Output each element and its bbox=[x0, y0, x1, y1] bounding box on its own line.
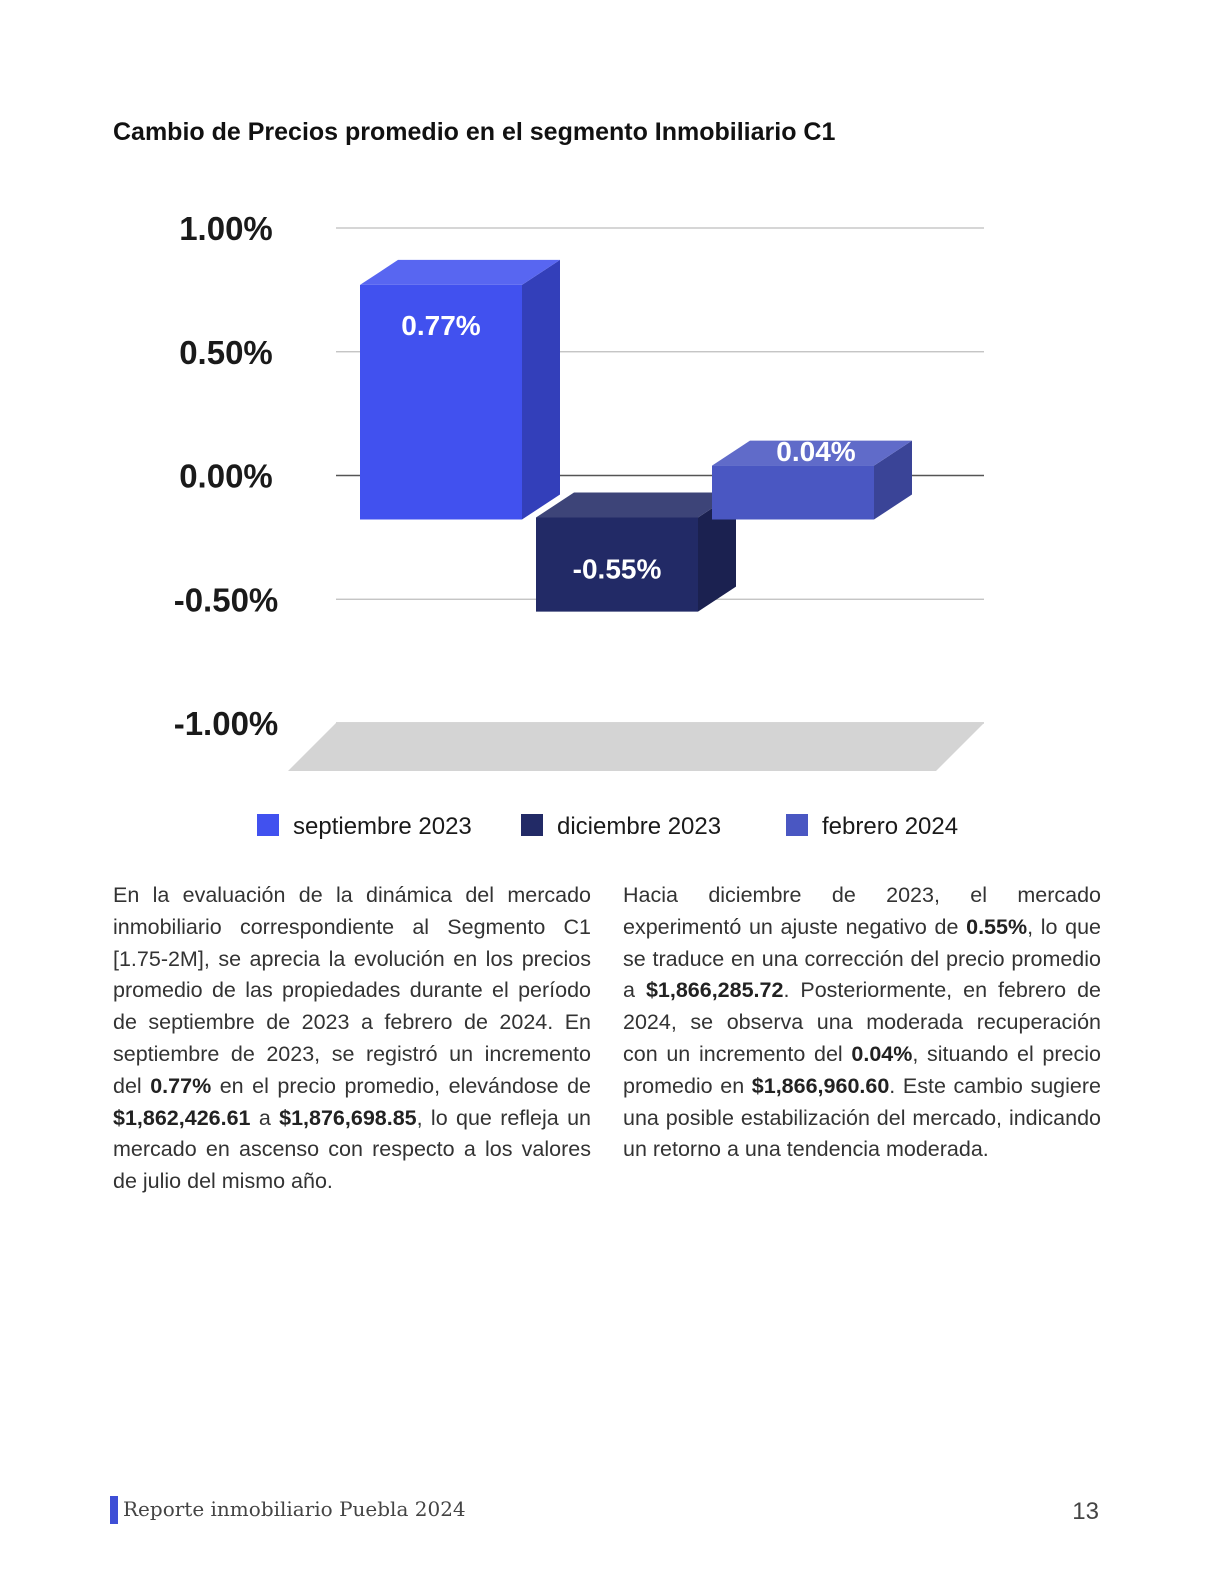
legend-swatch bbox=[521, 814, 543, 836]
legend-label: febrero 2024 bbox=[822, 813, 959, 840]
paragraph-run: . Posteriormente, en febrero de 2024, se observa una moderada recuperación con un incremento del bbox=[623, 978, 1102, 1066]
y-tick-label: 0.50% bbox=[179, 333, 273, 371]
legend-label: diciembre 2023 bbox=[557, 813, 722, 840]
paragraph-run: . Este cambio sugiere una posible estabilización del mercado, indicando un retorno a una tendencia moderada. bbox=[623, 1073, 1101, 1162]
paragraph-run: En la evaluación de la dinámica del mercado inmobiliario correspondiente al Segmento C1 [1.75-2M], se aprecia la evolución en los precios promedio de las propiedades durante el período de septiembre de 2023 a febrero de 2024. En septiembre de 2023, se registró un incremento del bbox=[113, 883, 591, 1098]
chart-floor-plane bbox=[288, 723, 984, 771]
paragraph-run: , lo que se traduce en una corrección del precio promedio a bbox=[623, 914, 1101, 1003]
page-number: 13 bbox=[1072, 1498, 1099, 1525]
paragraph-run: Hacia diciembre de 2023, el mercado experimentó un ajuste negativo de bbox=[623, 883, 1101, 939]
bar-front-face bbox=[712, 466, 874, 520]
paragraph-run: 0.04% bbox=[851, 1041, 913, 1066]
footer-accent-bar bbox=[110, 1496, 118, 1524]
paragraph-run: $1,862,426.61 bbox=[113, 1105, 251, 1130]
chart-floor bbox=[288, 723, 984, 771]
bar-data-label: 0.04% bbox=[776, 436, 856, 468]
legend-item bbox=[257, 813, 472, 840]
bar-data-label: -0.55% bbox=[572, 553, 662, 585]
legend-label: septiembre 2023 bbox=[293, 813, 472, 840]
paragraph-run: , lo que refleja un mercado en ascenso con respecto a los valores de julio del mismo año. bbox=[113, 1105, 591, 1194]
legend-swatch bbox=[786, 814, 808, 836]
y-tick-label: 0.00% bbox=[179, 457, 273, 495]
paragraph-run: 0.77% bbox=[150, 1073, 212, 1098]
paragraph-run: $1,876,698.85 bbox=[279, 1105, 417, 1130]
y-tick-label: -1.00% bbox=[173, 705, 279, 742]
footer-title: Reporte inmobiliario Puebla 2024 bbox=[123, 1497, 466, 1521]
bar-side-face bbox=[522, 260, 560, 520]
paragraph-run: , situando el precio promedio en bbox=[623, 1041, 1101, 1098]
paragraph-run: 0.55% bbox=[966, 914, 1028, 939]
paragraph-run: a bbox=[250, 1105, 280, 1130]
paragraph-run: $1,866,960.60 bbox=[751, 1073, 890, 1098]
chart-title: Cambio de Precios promedio en el segmento Inmobiliario C1 bbox=[113, 118, 836, 146]
bar-chart bbox=[0, 180, 1224, 860]
paragraph-run: en el precio promedio, elevándose de bbox=[211, 1073, 592, 1098]
paragraph-right bbox=[623, 880, 1101, 1166]
paragraph-left bbox=[113, 880, 591, 1198]
y-tick-label: -0.50% bbox=[173, 581, 279, 619]
legend-swatch bbox=[257, 814, 279, 836]
legend bbox=[257, 813, 958, 840]
paragraph-run: $1,866,285.72 bbox=[645, 978, 784, 1003]
bar-septiembre-2023 bbox=[360, 260, 560, 520]
bar-diciembre-2023 bbox=[536, 493, 736, 612]
legend-item bbox=[786, 813, 958, 840]
legend-item bbox=[521, 813, 721, 840]
y-tick-label: 1.00% bbox=[179, 210, 273, 247]
bar-data-label: 0.77% bbox=[401, 309, 481, 341]
y-axis-ticks bbox=[174, 210, 279, 742]
